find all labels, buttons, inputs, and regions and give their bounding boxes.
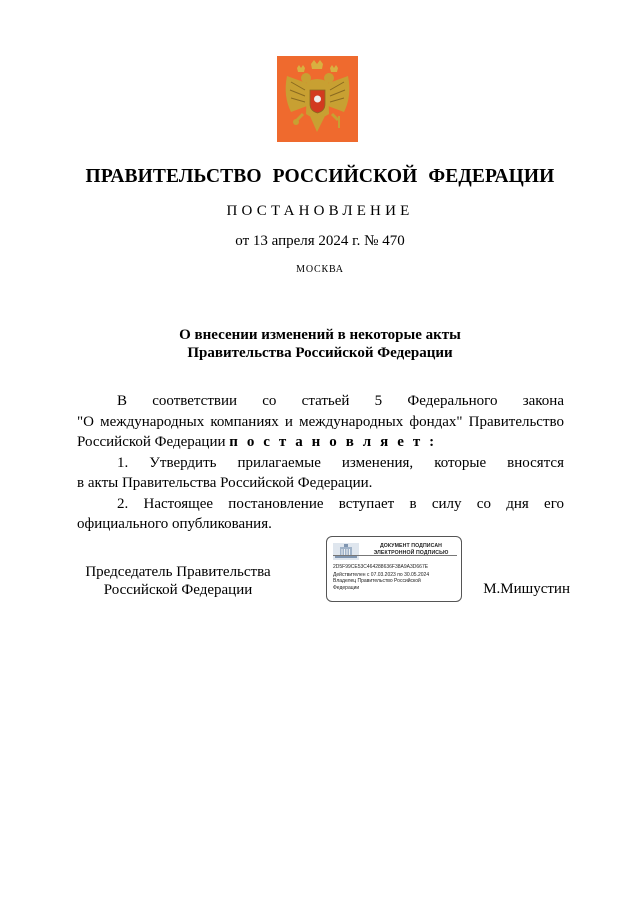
body-line: официального опубликования. — [77, 516, 272, 532]
body-line — [77, 432, 564, 453]
document-city: МОСКВА — [296, 264, 344, 275]
certificate-owner: Федерации — [333, 584, 360, 591]
stamp-heading-line: ЭЛЕКТРОННОЙ ПОДПИСЬЮ — [373, 550, 449, 556]
subject-line: О внесении изменений в некоторые акты — [179, 327, 461, 343]
stamp-heading-line: ДОКУМЕНТ ПОДПИСАН — [379, 543, 443, 549]
document-kind: ПОСТАНОВЛЕНИЕ — [226, 203, 414, 219]
subject-line: Правительства Российской Федерации — [187, 345, 453, 361]
document-body — [77, 391, 564, 535]
certificate-validity: Действителен с 07.03.2023 по 30.05.2024 — [333, 572, 430, 579]
certificate-owner: Владелец Правительство Российской — [333, 578, 421, 585]
government-title: ПРАВИТЕЛЬСТВО РОССИЙСКОЙ ФЕДЕРАЦИИ — [85, 166, 555, 187]
signer-title — [78, 563, 278, 599]
government-building-icon — [333, 543, 359, 560]
document-subject — [0, 326, 640, 362]
signer-title-line: Российской Федерации — [103, 582, 253, 598]
stamp-details — [333, 564, 459, 591]
body-line: 2. Настоящее постановление вступает в силу со дня его — [117, 495, 564, 512]
signer-title-line: Председатель Правительства — [85, 564, 271, 580]
signer-name: М.Мишустин — [483, 581, 570, 597]
decree-word: п о с т а н о в л я е т : — [229, 434, 437, 450]
body-line: в акты Правительства Российской Федерации. — [77, 475, 373, 491]
certificate-serial: 2D5F99CE53C464288636F38A9A3D667E — [333, 564, 429, 570]
document-date-number: от 13 апреля 2024 г. № 470 — [235, 233, 405, 249]
e-signature-stamp — [326, 536, 462, 602]
body-line: 1. Утвердить прилагаемые изменения, которые вносятся — [117, 454, 564, 471]
stamp-divider — [333, 555, 457, 556]
body-line: В соответствии со статьей 5 Федерального закона — [117, 393, 564, 409]
body-line: "О международных компаниях и международных фондах" Правительство — [77, 413, 564, 430]
body-text-fragment: Российской Федерации — [77, 434, 226, 450]
coat-of-arms-icon — [277, 56, 358, 142]
